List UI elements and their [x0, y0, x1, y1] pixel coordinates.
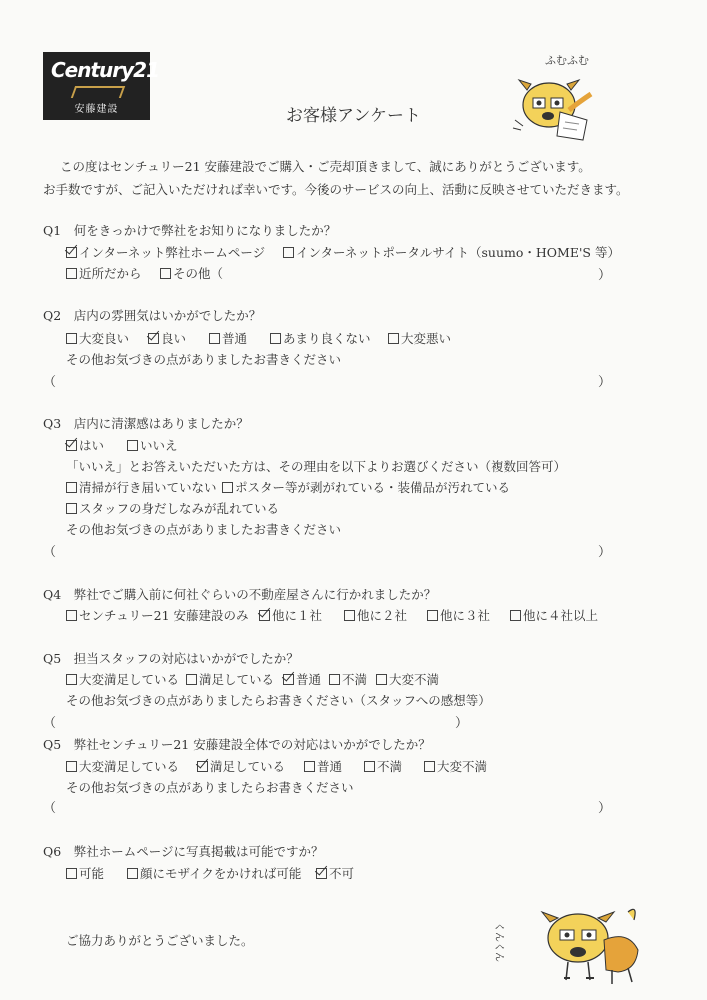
q5a-option-4[interactable]	[329, 670, 367, 688]
q5b-option-5[interactable]	[424, 757, 487, 775]
mascot-bottom-text: くんくん	[493, 922, 504, 962]
checkbox-icon[interactable]	[66, 674, 77, 685]
q5a-option-2-label: 満足している	[199, 672, 275, 687]
q2-option-4-label: あまり良くない	[283, 331, 371, 346]
q3-reason-1-label: 清掃が行き届いていない	[79, 480, 217, 495]
checkbox-icon[interactable]	[388, 333, 399, 344]
q1-option-4[interactable]	[160, 264, 223, 282]
q2-option-3-label: 普通	[222, 331, 248, 346]
checkbox-checked-icon[interactable]	[148, 333, 159, 344]
q5a-option-3-label: 普通	[296, 672, 322, 687]
q1-option-3-label: 近所だから	[79, 266, 142, 281]
q4-option-4-label: 他に３社	[440, 608, 491, 623]
q5b-option-1-label: 大変満足している	[79, 759, 180, 774]
q3-reason-1[interactable]	[66, 478, 217, 496]
q5b-option-1[interactable]	[66, 757, 179, 775]
q1-option-1[interactable]	[66, 243, 265, 261]
q5a-paren-open: （	[43, 716, 57, 731]
closing-message: ご協力ありがとうございました。	[66, 933, 254, 948]
q4-option-2[interactable]	[259, 606, 322, 624]
q1-label: Q1 何をきっかけで弊社をお知りになりましたか？	[43, 223, 337, 238]
checkbox-icon[interactable]	[66, 268, 77, 279]
intro-line-2: お手数ですが、ご記入いただければ幸いです。今後のサービスの向上、活動に反映させていただきます。	[43, 182, 629, 197]
q4-option-3[interactable]	[344, 606, 407, 624]
q3-option-1-label: はい	[79, 438, 105, 453]
q3-option-1[interactable]	[66, 436, 104, 454]
q1-option-2-label: インターネットポータルサイト（suumo・HOME'S 等）	[296, 245, 620, 260]
q2-option-2[interactable]	[148, 329, 186, 347]
q5b-paren-close: ）	[598, 801, 612, 816]
q3-other-prompt: その他お気づきの点がありましたお書きください	[66, 522, 342, 537]
q2-other-prompt: その他お気づきの点がありましたお書きください	[66, 352, 342, 367]
checkbox-checked-icon[interactable]	[66, 440, 77, 451]
q4-option-1[interactable]	[66, 606, 249, 624]
q5a-option-4-label: 不満	[342, 672, 368, 687]
q4-option-5-label: 他に４社以上	[523, 608, 599, 623]
q4-option-4[interactable]	[427, 606, 490, 624]
checkbox-icon[interactable]	[424, 761, 435, 772]
q5a-option-3[interactable]	[283, 670, 321, 688]
checkbox-checked-icon[interactable]	[316, 868, 327, 879]
checkbox-icon[interactable]	[222, 482, 233, 493]
q2-option-5[interactable]	[388, 329, 451, 347]
q5a-paren-close: ）	[455, 716, 469, 731]
q3-label: Q3 店内に清潔感はありましたか？	[43, 416, 249, 431]
checkbox-icon[interactable]	[186, 674, 197, 685]
page-title: お客様アンケート	[286, 106, 421, 126]
q6-label: Q6 弊社ホームページに写真掲載は可能ですか？	[43, 844, 324, 859]
q5b-option-4-label: 不満	[377, 759, 403, 774]
q5b-paren-open: （	[43, 801, 57, 816]
q5b-label: Q5 弊社センチュリー21 安藤建設全体での対応はいかがでしたか？	[43, 737, 431, 752]
checkbox-icon[interactable]	[304, 761, 315, 772]
q6-option-1[interactable]	[66, 864, 104, 882]
q6-option-2-label: 顔にモザイクをかければ可能	[140, 866, 302, 881]
q5a-other-prompt: その他お気づきの点がありましたらお書きください（スタッフへの感想等）	[66, 693, 491, 708]
q2-option-2-label: 良い	[161, 331, 187, 346]
q5b-option-2-label: 満足している	[210, 759, 286, 774]
q2-option-5-label: 大変悪い	[401, 331, 452, 346]
checkbox-icon[interactable]	[209, 333, 220, 344]
q3-paren-open: （	[43, 545, 57, 560]
q4-option-3-label: 他に２社	[357, 608, 408, 623]
q6-option-3[interactable]	[316, 864, 354, 882]
q3-reason-3[interactable]	[66, 499, 279, 517]
intro-line-1: この度はセンチュリー21 安藤建設でご購入・ご売却頂きまして、誠にありがとうございます。	[60, 159, 591, 174]
checkbox-icon[interactable]	[270, 333, 281, 344]
q3-reason-3-label: スタッフの身だしなみが乱れている	[79, 501, 280, 516]
checkbox-icon[interactable]	[510, 610, 521, 621]
mascot-reading-icon	[505, 50, 605, 150]
q2-paren-open: （	[43, 375, 57, 390]
q2-paren-close: ）	[598, 375, 612, 390]
q5a-option-5[interactable]	[376, 670, 439, 688]
q2-label: Q2 店内の雰囲気はいかがでしたか？	[43, 308, 262, 323]
q3-option-2-label: いいえ	[140, 438, 178, 453]
checkbox-icon[interactable]	[329, 674, 340, 685]
checkbox-checked-icon[interactable]	[66, 247, 77, 258]
q5b-option-3-label: 普通	[317, 759, 343, 774]
checkbox-icon[interactable]	[376, 674, 387, 685]
checkbox-icon[interactable]	[66, 482, 77, 493]
q2-option-3[interactable]	[209, 329, 247, 347]
q3-option-2[interactable]	[127, 436, 178, 454]
q5a-label: Q5 担当スタッフの対応はいかがでしたか？	[43, 651, 299, 666]
q6-option-1-label: 可能	[79, 866, 105, 881]
q3-paren-close: ）	[598, 545, 612, 560]
q2-option-1-label: 大変良い	[79, 331, 130, 346]
checkbox-icon[interactable]	[160, 268, 171, 279]
logo-roof-icon	[71, 86, 125, 98]
checkbox-icon[interactable]	[66, 868, 77, 879]
q5b-option-5-label: 大変不満	[437, 759, 488, 774]
q4-option-1-label: センチュリー21 安藤建設のみ	[79, 608, 249, 623]
q5b-option-3[interactable]	[304, 757, 342, 775]
q5b-other-prompt: その他お気づきの点がありましたらお書きください	[66, 780, 354, 795]
checkbox-checked-icon[interactable]	[259, 610, 270, 621]
q5b-option-4[interactable]	[364, 757, 402, 775]
checkbox-icon[interactable]	[283, 247, 294, 258]
checkbox-icon[interactable]	[66, 761, 77, 772]
checkbox-icon[interactable]	[127, 868, 138, 879]
q3-reason-2-label: ポスター等が剥がれている・装備品が汚れている	[235, 480, 511, 495]
checkbox-icon[interactable]	[344, 610, 355, 621]
q1-option-1-label: インターネット弊社ホームページ	[79, 245, 266, 260]
q5b-option-2[interactable]	[197, 757, 285, 775]
q4-label: Q4 弊社でご購入前に何社ぐらいの不動産屋さんに行かれましたか？	[43, 587, 437, 602]
q1-paren-close: ）	[598, 268, 612, 283]
checkbox-checked-icon[interactable]	[283, 674, 294, 685]
checkbox-icon[interactable]	[66, 610, 77, 621]
q1-option-2[interactable]	[283, 243, 620, 261]
q6-option-2[interactable]	[127, 864, 301, 882]
q3-note: 「いいえ」とお答えいただいた方は、その理由を以下よりお選びください（複数回答可）	[66, 459, 567, 474]
checkbox-icon[interactable]	[127, 440, 138, 451]
checkbox-icon[interactable]	[364, 761, 375, 772]
logo-subtitle: 安藤建設	[74, 104, 119, 115]
q5a-option-5-label: 大変不満	[389, 672, 440, 687]
q3-reason-2[interactable]	[222, 478, 510, 496]
checkbox-icon[interactable]	[427, 610, 438, 621]
q4-option-5[interactable]	[510, 606, 598, 624]
q1-option-4-label: その他（	[173, 266, 224, 281]
q5a-option-1[interactable]	[66, 670, 179, 688]
q1-option-3[interactable]	[66, 264, 142, 282]
q2-option-1[interactable]	[66, 329, 129, 347]
mascot-top-text: ふむふむ	[545, 54, 589, 67]
q5a-option-1-label: 大変満足している	[79, 672, 180, 687]
q2-option-4[interactable]	[270, 329, 371, 347]
checkbox-icon[interactable]	[66, 503, 77, 514]
logo-brand: Century21	[51, 58, 160, 82]
q5a-option-2[interactable]	[186, 670, 274, 688]
checkbox-icon[interactable]	[66, 333, 77, 344]
q4-option-2-label: 他に１社	[272, 608, 323, 623]
q6-option-3-label: 不可	[329, 866, 355, 881]
checkbox-checked-icon[interactable]	[197, 761, 208, 772]
mascot-sniffing-icon	[493, 900, 668, 990]
